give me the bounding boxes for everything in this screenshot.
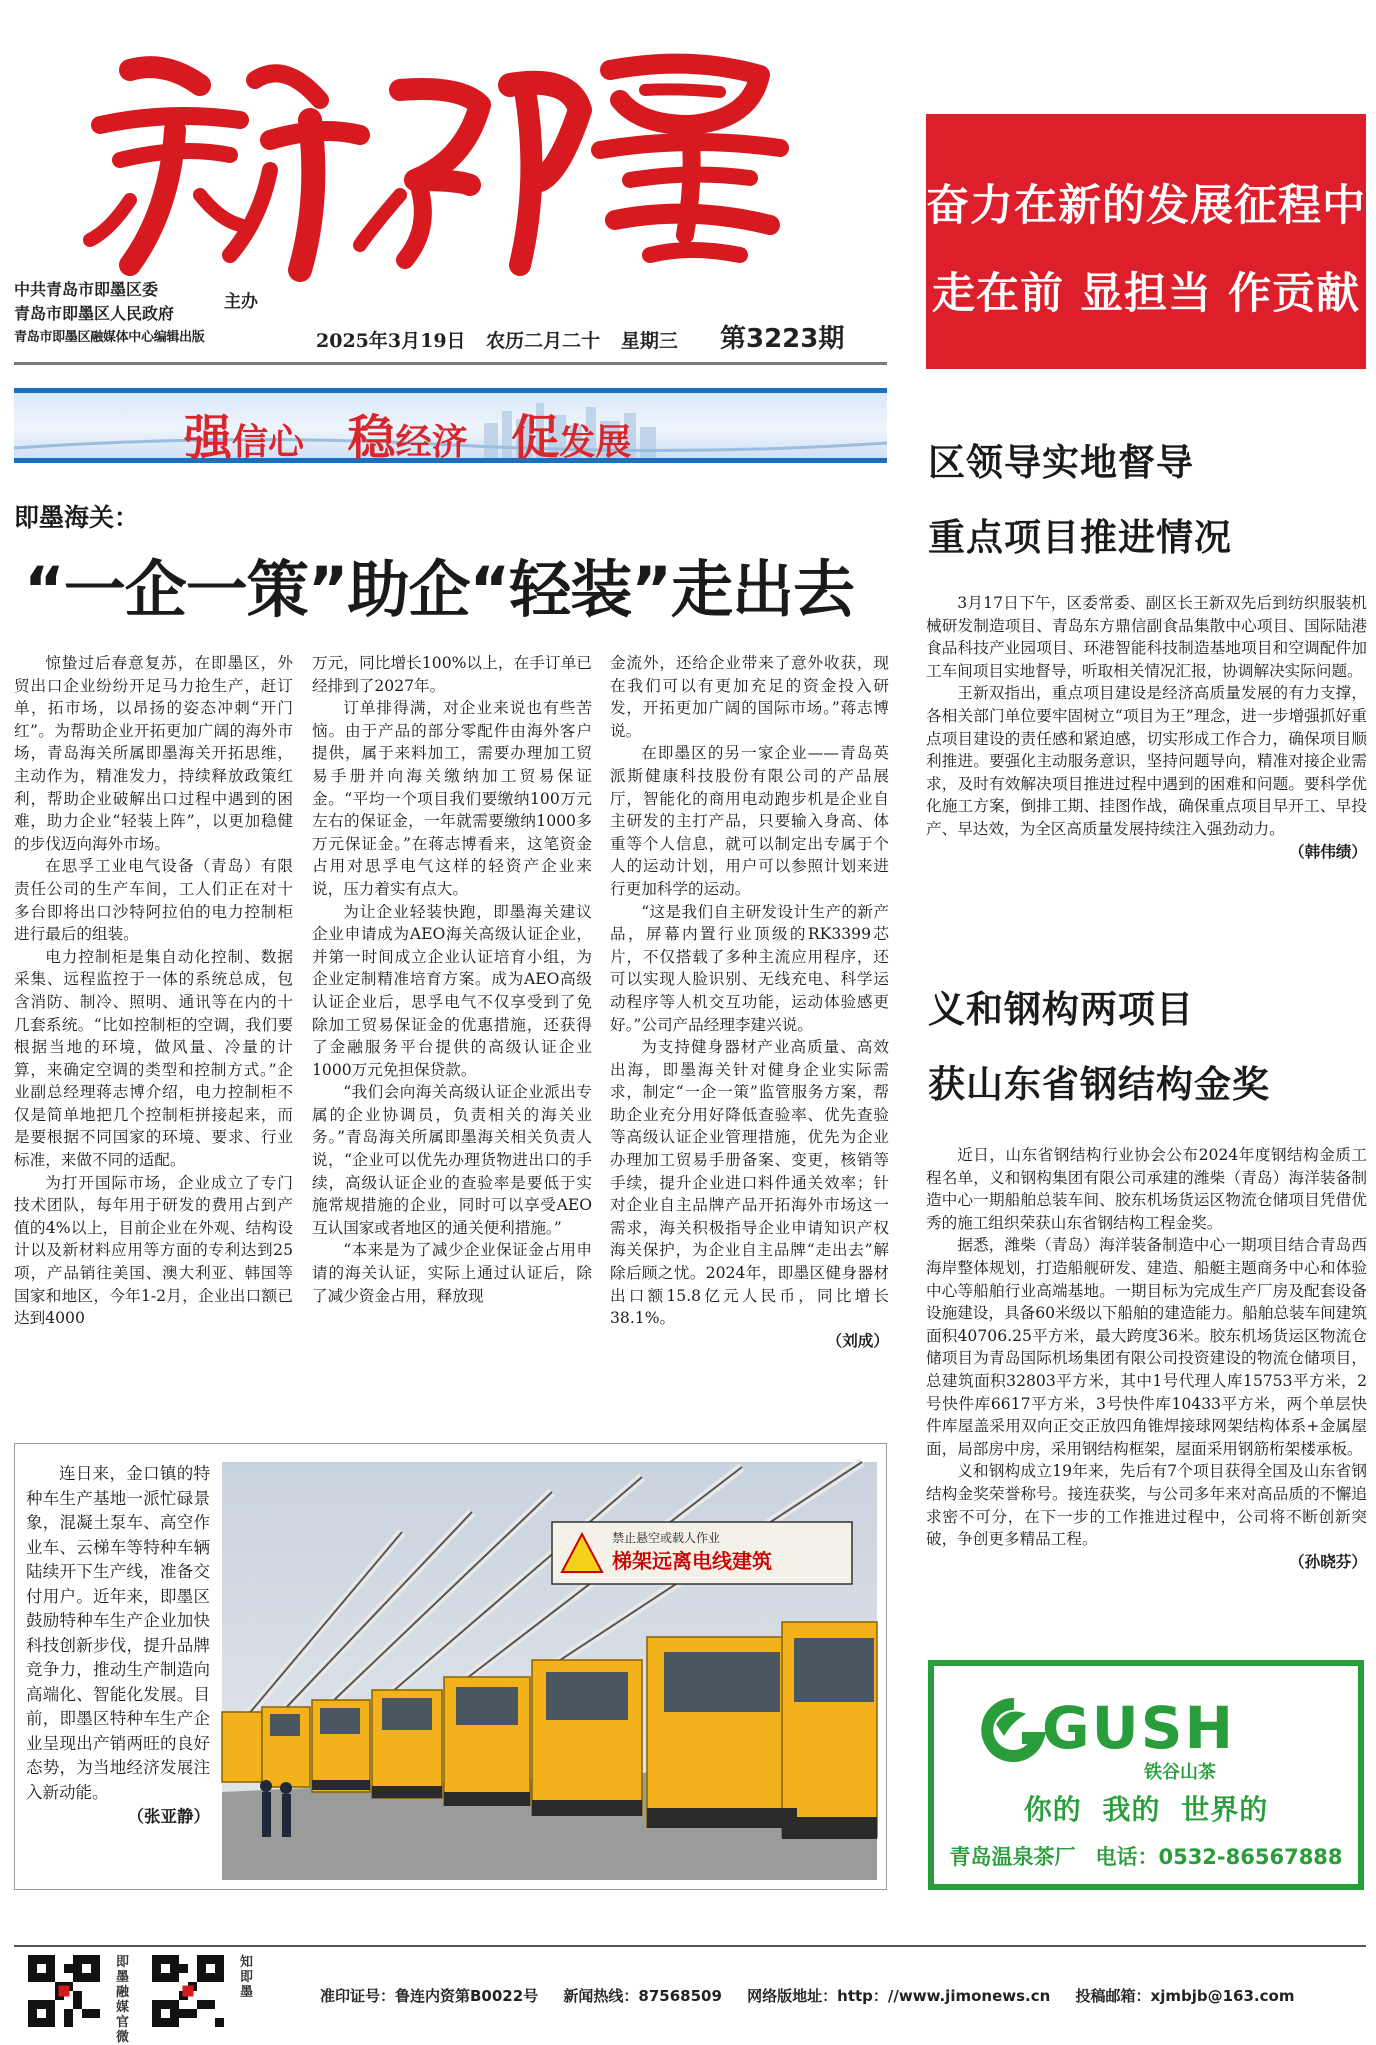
website-link[interactable]: 网络版地址：http：//www.jimonews.cn (747, 1987, 1051, 2005)
lead-column-3 (610, 652, 889, 1352)
ad-contact (934, 1841, 1358, 1871)
qr-label-2: 知即墨 (240, 1955, 254, 2000)
slogan-line-1: 奋力在新的发展征程中 (926, 181, 1366, 231)
paragraph: 订单排得满，对企业来说也有些苦恼。由于产品的部分零配件由海外客户提供，属于来料加工，需要办理加工贸易手册并向海关缴纳加工贸易保证金。“平均一个项目我们要缴纳100万元左右的保证金，一年就需要缴纳1000多万元保证金。”在蒋志博看来，这笔资金占用对思孚电气这样的轻资产企业来说，压力着实有点大。 (312, 699, 592, 898)
ad-company: 青岛温泉茶厂 (949, 1845, 1076, 1869)
story3-body (926, 1144, 1367, 1573)
paragraph: 王新双指出，重点项目建设是经济高质量发展的有力支撑，各相关部门单位要牢固树立“项目为王”理念，进一步增强抓好重点项目建设的责任感和紧迫感，切实形成工作合力，确保项目顺利推进。要强化主动服务意识，坚持问题导向，精准对接企业需求，及时有效解决项目推进过程中遇到的困难和问题。要科学优化施工方案，倒排工期、挂图作战，确保重点项目早开工、早投产、早达效，为全区高质量发展持续注入强劲动力。 (926, 684, 1367, 838)
lunar-date: 农历二月二十 (486, 330, 601, 352)
paragraph: 在即墨区的另一家企业——青岛英派斯健康科技股份有限公司的产品展厅，智能化的商用电动跑步机是企业自主研发的主打产品，只要输入身高、体重等个人信息，就可以制定出专属于个人的运动计划，用户可以参照计划来进行更加科学的运动。 (610, 744, 889, 898)
lead-byline: （刘成） (826, 1330, 889, 1350)
paragraph: 3月17日下午，区委常委、副区长王新双先后到纺织服装机械研发制造项目、青岛东方鼎信副食品集散中心项目、国际陆港食品科技产业园项目、环港智能科技制造基地项目和空调配件加工车间项目实地督导，听取相关情况汇报，协调解决实际问题。 (926, 594, 1367, 680)
qr-label-1: 即墨融媒官微 (116, 1955, 130, 2045)
paragraph: 义和钢构成立19年来，先后有7个项目获得全国及山东省钢结构金奖荣誉称号。接连获奖，与公司多年来对高品质的不懈追求密不可分，在下一步的工作推进过程中，公司将不断创新突破，争创更多精品工程。 (926, 1462, 1367, 1549)
story2-body (926, 592, 1367, 863)
story2-headline-1: 区领导实地督导 (928, 441, 1194, 484)
paragraph: 在思孚工业电气设备（青岛）有限责任公司的生产车间，工人们正在对十多台即将出口沙特阿拉伯的电力控制柜进行最后的组装。 (14, 857, 293, 944)
sign-main-text: 梯架远离电线建筑 (612, 1549, 772, 1573)
paragraph: “本来是为了减少企业保证金占用申请的海关认证，实际上通过认证后，除了减少资金占用，释放现 (312, 1241, 592, 1305)
slogan-box (926, 114, 1366, 369)
lead-kicker: 即墨海关： (14, 503, 140, 532)
story3-headline-1: 义和钢构两项目 (928, 988, 1194, 1031)
weekday: 星期三 (620, 330, 678, 352)
submission-email[interactable]: 投稿邮箱：xjmbjb@163.com (1075, 1987, 1295, 2005)
sponsor-1: 中共青岛市即墨区委 (14, 280, 159, 299)
story2-headline-2: 重点项目推进情况 (928, 516, 1232, 559)
truck-sign (552, 1522, 852, 1584)
sponsor-role: 主办 (224, 292, 258, 312)
paragraph: 为让企业轻装快跑，即墨海关建议企业申请成为AEO海关高级认证企业，并第一时间成立企业认证培育小组，为企业定制精准培育方案。成为AEO高级认证企业后，思孚电气不仅享受到了免除加工贸易保证金的优惠措施，还获得了金融服务平台提供的高级认证企业1000万元免担保贷款。 (312, 902, 592, 1079)
story3-headline-2: 获山东省钢结构金奖 (928, 1063, 1270, 1106)
footer-info (320, 1985, 1314, 2006)
banner-word-1b: 信心 (232, 422, 305, 463)
photo-caption (26, 1462, 210, 1830)
lead-column-2 (312, 652, 592, 1307)
footer-divider (14, 1945, 1366, 1947)
paragraph: 万元，同比增长100%以上，在手订单已经排到了2027年。 (312, 654, 592, 695)
dateline (316, 326, 692, 353)
license-number: 准印证号：鲁连内资第B0022号 (320, 1987, 539, 2005)
gush-logo (934, 1666, 1358, 1786)
slogan-line-2: 走在前 显担当 作贡献 (932, 269, 1360, 319)
masthead-logo (70, 30, 790, 280)
ad-brand-cn: 铁谷山茶 (1144, 1762, 1216, 1783)
advertisement (928, 1660, 1364, 1890)
sponsor-2: 青岛市即墨区人民政府 (14, 304, 175, 323)
sponsor-block (14, 278, 314, 350)
paragraph: “这是我们自主研发设计生产的新产品，屏幕内置行业顶级的RK3399芯片，不仅搭载了多种主流应用程序，还可以实现人脸识别、无线充电、科学运动程序等人机交互功能，运动体验感更好。”公司产品经理李建兴说。 (610, 902, 889, 1034)
paragraph: 近日，山东省钢结构行业协会公布2024年度钢结构金质工程名单，义和钢构集团有限公司承建的潍柴（青岛）海洋装备制造中心一期船舶总装车间、胶东机场货运区物流仓储项目凭借优秀的施工组织荣获山东省钢结构工程金奖。 (926, 1146, 1367, 1232)
banner-word-2b: 经济 (395, 422, 468, 463)
masthead-divider (14, 362, 887, 365)
paragraph: “我们会向海关高级认证企业派出专属的企业协调员，负责相关的海关业务。”青岛海关所属即墨海关相关负责人说，“企业可以优先办理货物进出口的手续，高级认证企业的查验率是要低于实施常规措施的企业，同时可以享受AEO互认国家或者地区的通关便利措施。” (312, 1083, 592, 1237)
paragraph: 电力控制柜是集自动化控制、数据采集、远程监控于一体的系统总成，包含消防、制冷、照明、通讯等在内的十几套系统。“比如控制柜的空调，我们要根据当地的环境，做风量、冷量的计算，来确定空调的类型和控制方式。”企业副总经理蒋志博介绍，电力控制柜不仅是简单地把几个控制柜拼接起来，而是要根据不同国家的环境、要求、行业标准，来做不同的适配。 (14, 947, 293, 1170)
issue-date: 2025年3月19日 (316, 330, 466, 352)
banner-slogan (184, 399, 669, 468)
ad-phone: 电话：0532-86567888 (1095, 1845, 1343, 1869)
qr-code-app[interactable] (152, 1955, 224, 2027)
caption-text: 连日来，金口镇的特种车生产基地一派忙碌景象，混凝土泵车、高空作业车、云梯车等特种车辆陆续开下生产线，准备交付用户。近年来，即墨区鼓励特种车生产企业加快科技创新步伐，提升品牌竞争力，推动生产制造向高端化、智能化发展。目前，即墨区特种车生产企业呈现出产销两旺的良好态势，为当地经济发展注入新动能。 (26, 1464, 210, 1802)
publisher: 青岛市即墨区融媒体中心编辑出版 (14, 330, 205, 345)
banner-word-3b: 发展 (559, 422, 632, 463)
news-hotline: 新闻热线：87568509 (563, 1987, 722, 2005)
photo-byline: （张亚静） (127, 1807, 210, 1826)
ad-slogan: 你的 我的 世界的 (1023, 1793, 1269, 1826)
banner-word-2: 稳 (347, 410, 396, 466)
issue-number: 第3223期 (720, 324, 845, 354)
paragraph: 金流外，还给企业带来了意外收获，现在我们可以有更加充足的资金投入研发，开拓更加广阔的国际市场。”蒋志博说。 (610, 654, 889, 740)
trucks-photo (222, 1462, 877, 1880)
story3-byline: （孙晓芬） (1289, 1551, 1367, 1571)
lead-headline: “一企一策”助企“轻装”走出去 (24, 553, 854, 626)
column-banner (14, 388, 887, 466)
story2-byline: （韩伟绩） (1289, 841, 1367, 861)
banner-word-1: 强 (184, 410, 233, 466)
paragraph: 为打开国际市场，企业成立了专门技术团队，每年用于研发的费用占到产值的4%以上，目前企业在外观、结构设计以及新材料应用等方面的专利达到25项，产品销往美国、澳大利亚、韩国等国家和地区，今年1-2月，企业出口额已达到4000 (14, 1173, 293, 1328)
sign-top-text: 禁止悬空或载人作业 (612, 1531, 721, 1545)
qr-code-weibo[interactable] (28, 1955, 100, 2027)
lead-column-1 (14, 652, 293, 1330)
banner-word-3: 促 (511, 410, 560, 466)
paragraph: 为支持健身器材产业高质量、高效出海，即墨海关针对健身企业实际需求，制定“一企一策”监管服务方案，帮助企业充分用好降低查验率、优先查验等高级认证企业管理措施，优先为企业办理加工贸易手册备案、变更，核销等手续，提升企业进口料件通关效率；针对企业自主品牌产品开拓海外市场这一需求，海关积极指导企业申请知识产权海关保护，为企业自主品牌“走出去”解除后顾之忧。2024年，即墨区健身器材出口额15.8亿元人民币，同比增长38.1%。 (610, 1038, 889, 1328)
paragraph: 惊蛰过后春意复苏，在即墨区，外贸出口企业纷纷开足马力抢生产，赶订单，拓市场，以昂扬的姿态冲刺“开门红”。为帮助企业开拓更加广阔的海外市场，青岛海关所属即墨海关开拓思维，主动作为，精准发力，持续释放政策红利，帮助企业破解出口过程中遇到的困难，助力企业“轻装上阵”，以更加稳健的步伐迈向海外市场。 (14, 654, 293, 853)
paragraph: 据悉，潍柴（青岛）海洋装备制造中心一期项目结合青岛西海岸整体规划，打造船舰研发、建造、船艇主题商务中心和体验中心等船舶行业高端基地。一期目标为完成生产厂房及配套设备设施建设，具备60米级以下船舶的建造能力。船舶总装车间建筑面积40706.25平方米，最大跨度36米。胶东机场货运区物流仓储项目为青岛国际机场集团有限公司投资建设的物流仓储项目，总建筑面积32803平方米，其中1号代理人库15753平方米，2号快件库6617平方米，3号快件库10433平方米，两个单层快件库屋盖采用双向正交正放四角锥焊接球网架结构体系+金属屋面，局部房中房，采用钢结构框架，屋面采用钢筋桁架楼承板。 (926, 1236, 1367, 1458)
ad-brand: GUSH (1042, 1694, 1236, 1762)
